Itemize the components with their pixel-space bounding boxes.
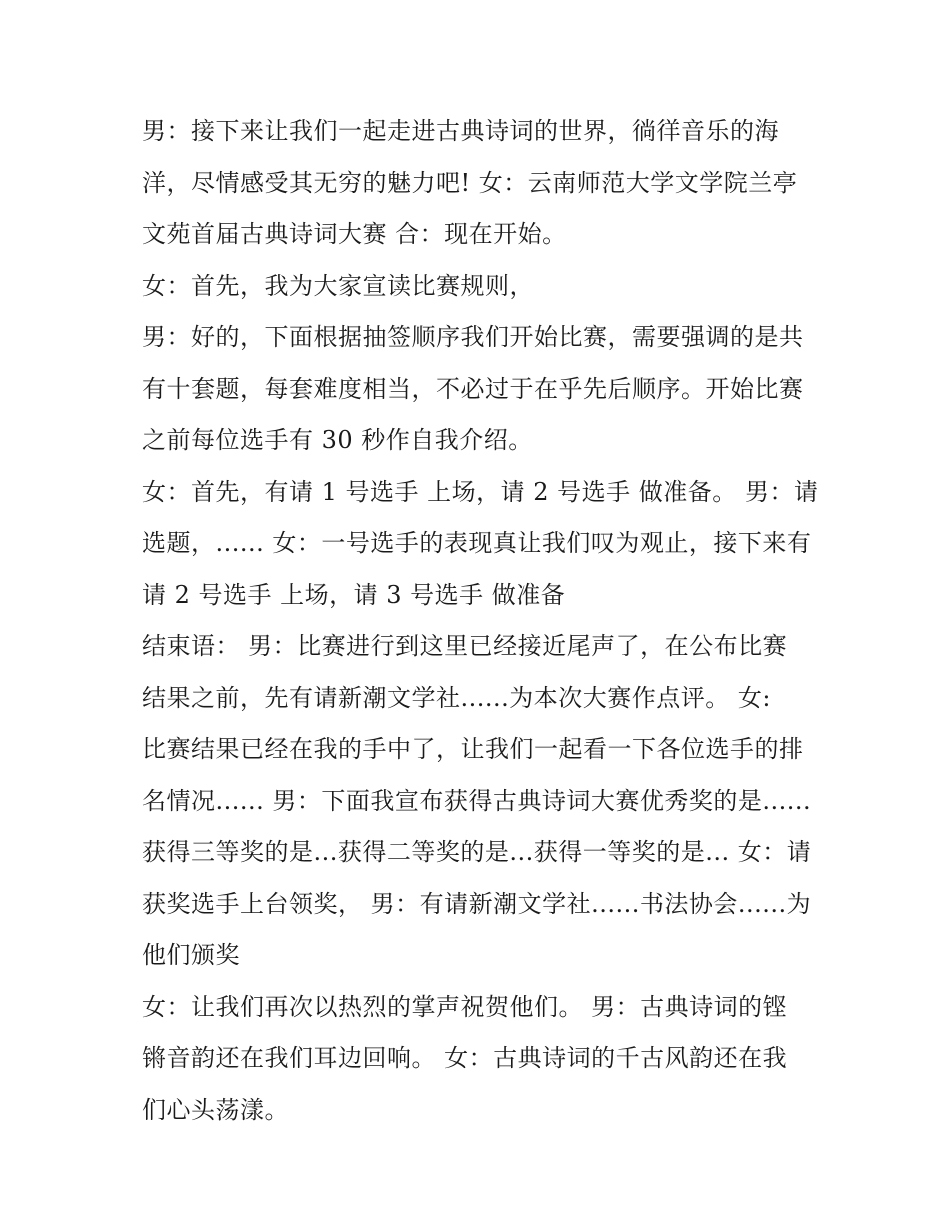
text-line: 之前每位选手有 30 秒作自我介绍。	[142, 426, 533, 454]
text-line: 洋，尽情感受其无穷的魅力吧! 女：云南师范大学文学院兰亭	[142, 168, 798, 197]
text-line: 女：首先，有请 1 号选手 上场，请 2 号选手 做准备。 男：请	[142, 477, 819, 506]
text-line: 他们颁奖	[142, 941, 240, 969]
text-line: 们心头荡漾。	[142, 1095, 289, 1124]
text-line: 结束语： 男：比赛进行到这里已经接近尾声了，在公布比赛	[142, 632, 788, 660]
text-line: 锵音韵还在我们耳边回响。 女：古典诗词的千古风韵还在我	[142, 1044, 788, 1072]
text-line: 男：接下来让我们一起走进古典诗词的世界，徜徉音乐的海	[142, 117, 779, 145]
text-line: 结果之前，先有请新潮文学社......为本次大赛作点评。 女:	[142, 683, 771, 712]
text-line: 选题，...... 女：一号选手的表现真让我们叹为观止，接下来有	[142, 529, 812, 557]
text-line: 文苑首届古典诗词大赛 合：现在开始。	[142, 220, 567, 248]
text-line: 有十套题，每套难度相当，不必过于在乎先后顺序。开始比赛	[142, 374, 804, 403]
text-line: 比赛结果已经在我的手中了，让我们一起看一下各位选手的排	[142, 735, 804, 763]
text-line: 女：首先，我为大家宣读比赛规则，	[142, 271, 534, 300]
text-line: 男：好的，下面根据抽签顺序我们开始比赛，需要强调的是共	[142, 323, 804, 351]
text-line: 女：让我们再次以热烈的掌声祝贺他们。 男：古典诗词的铿	[142, 992, 788, 1021]
text-line: 获得三等奖的是...获得二等奖的是...获得一等奖的是... 女：请	[142, 838, 812, 866]
text-line: 获奖选手上台领奖， 男：有请新潮文学社......书法协会......为	[142, 889, 812, 918]
document-body	[142, 106, 822, 1136]
text-line: 请 2 号选手 上场，请 3 号选手 做准备	[142, 580, 566, 609]
text-line: 名情况...... 男：下面我宣布获得古典诗词大赛优秀奖的是......	[142, 786, 812, 815]
